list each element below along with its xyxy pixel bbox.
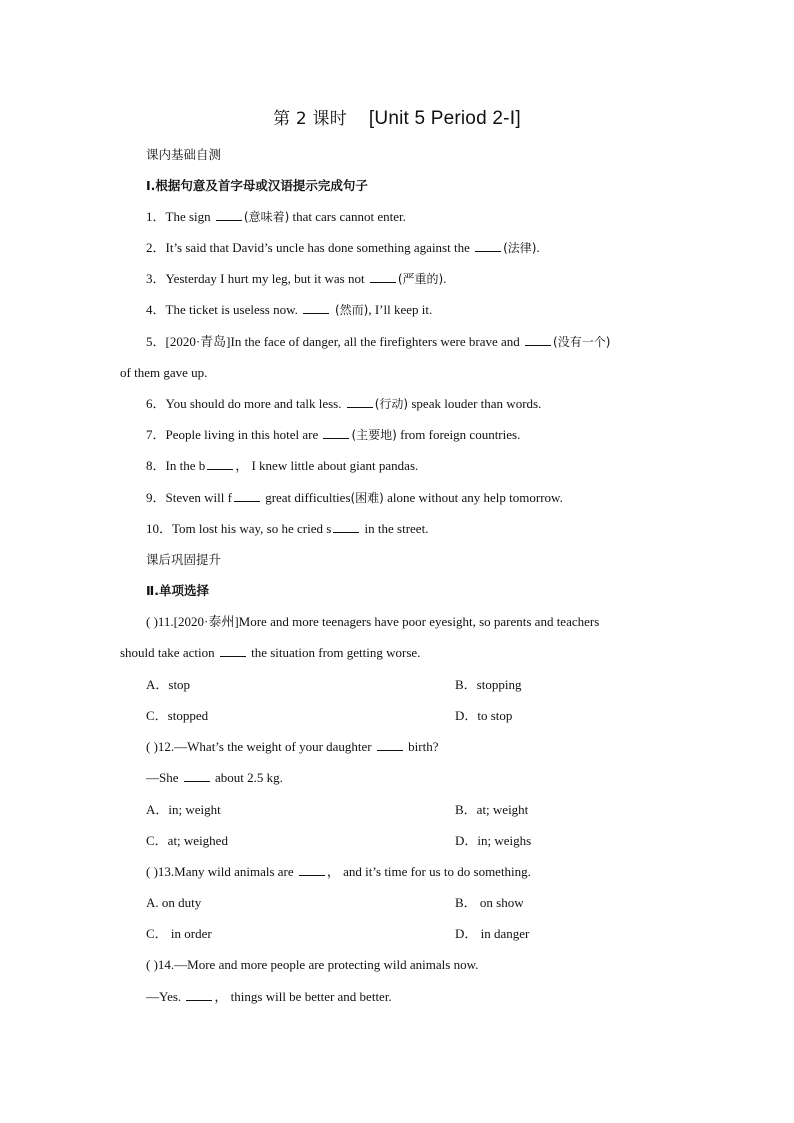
q13-option-a: A. on duty	[146, 895, 202, 910]
question-11-continued: should take action the situation from getting worse.	[120, 645, 421, 660]
question-5: 5．[2020·青岛]In the face of danger, all the firefighters were brave and (没有一个)	[146, 334, 611, 349]
question-8: 8．In the b ， I knew little about giant pandas.	[146, 458, 419, 473]
q12-option-a: A．in; weight	[146, 802, 221, 817]
answer-blank	[347, 395, 373, 408]
answer-blank	[377, 738, 403, 751]
question-11: ( )11.[2020·泰州]More and more teenagers have poor eyesight, so parents and teachers	[146, 614, 600, 629]
part2-heading: Ⅱ.单项选择	[146, 583, 209, 598]
question-1: 1．The sign (意味着) that cars cannot enter.	[146, 209, 406, 224]
question-2: 2．It’s said that David’s uncle has done something against the (法律).	[146, 240, 540, 255]
q11-option-c: C．stopped	[146, 708, 209, 723]
q12-option-b: B．at; weight	[455, 802, 529, 817]
q12-option-d: D．in; weighs	[455, 833, 532, 848]
answer-blank	[323, 426, 349, 439]
title-unit: [Unit 5 Period 2-Ⅰ]	[368, 108, 521, 129]
title-lesson: 第 2 课时	[273, 109, 347, 129]
question-12: ( )12.—What’s the weight of your daughter birth?	[146, 739, 439, 754]
question-4: 4．The ticket is useless now. (然而), I’ll keep it.	[146, 302, 433, 317]
page-title	[0, 104, 794, 130]
answer-blank	[333, 520, 359, 533]
answer-blank	[475, 239, 501, 252]
q12-option-c: C．at; weighed	[146, 833, 228, 848]
q11-option-b: B．stopping	[455, 677, 522, 692]
answer-blank	[303, 301, 329, 314]
q13-option-d: D． in danger	[455, 926, 530, 941]
section-after-class: 课后巩固提升	[146, 552, 222, 567]
q13-option-c: C． in order	[146, 926, 212, 941]
answer-blank	[216, 208, 242, 221]
q11-option-a: A．stop	[146, 677, 191, 692]
q11-option-d: D．to stop	[455, 708, 513, 723]
answer-blank	[184, 769, 210, 782]
answer-blank	[220, 644, 246, 657]
question-3: 3．Yesterday I hurt my leg, but it was not (严重的).	[146, 271, 447, 286]
answer-blank	[525, 333, 551, 346]
answer-blank	[370, 270, 396, 283]
question-5-continued: of them gave up.	[120, 365, 208, 380]
answer-blank	[299, 863, 325, 876]
question-9: 9．Steven will f great difficulties(困难) alone without any help tomorrow.	[146, 490, 563, 505]
answer-blank	[234, 489, 260, 502]
answer-blank	[207, 457, 233, 470]
section-in-class: 课内基础自测	[146, 147, 222, 162]
part1-heading: Ⅰ.根据句意及首字母或汉语提示完成句子	[146, 178, 368, 193]
question-13: ( )13.Many wild animals are ， and it’s time for us to do something.	[146, 864, 531, 879]
question-6: 6．You should do more and talk less. (行动) speak louder than words.	[146, 396, 542, 411]
question-14: ( )14.—More and more people are protecting wild animals now.	[146, 957, 479, 972]
question-10: 10．Tom lost his way, so he cried s in the street.	[146, 521, 429, 536]
question-14-reply: —Yes. ， things will be better and better.	[146, 989, 392, 1004]
q13-option-b: B． on show	[455, 895, 524, 910]
answer-blank	[186, 988, 212, 1001]
question-12-reply: —She about 2.5 kg.	[146, 770, 283, 785]
question-7: 7．People living in this hotel are (主要地) from foreign countries.	[146, 427, 521, 442]
